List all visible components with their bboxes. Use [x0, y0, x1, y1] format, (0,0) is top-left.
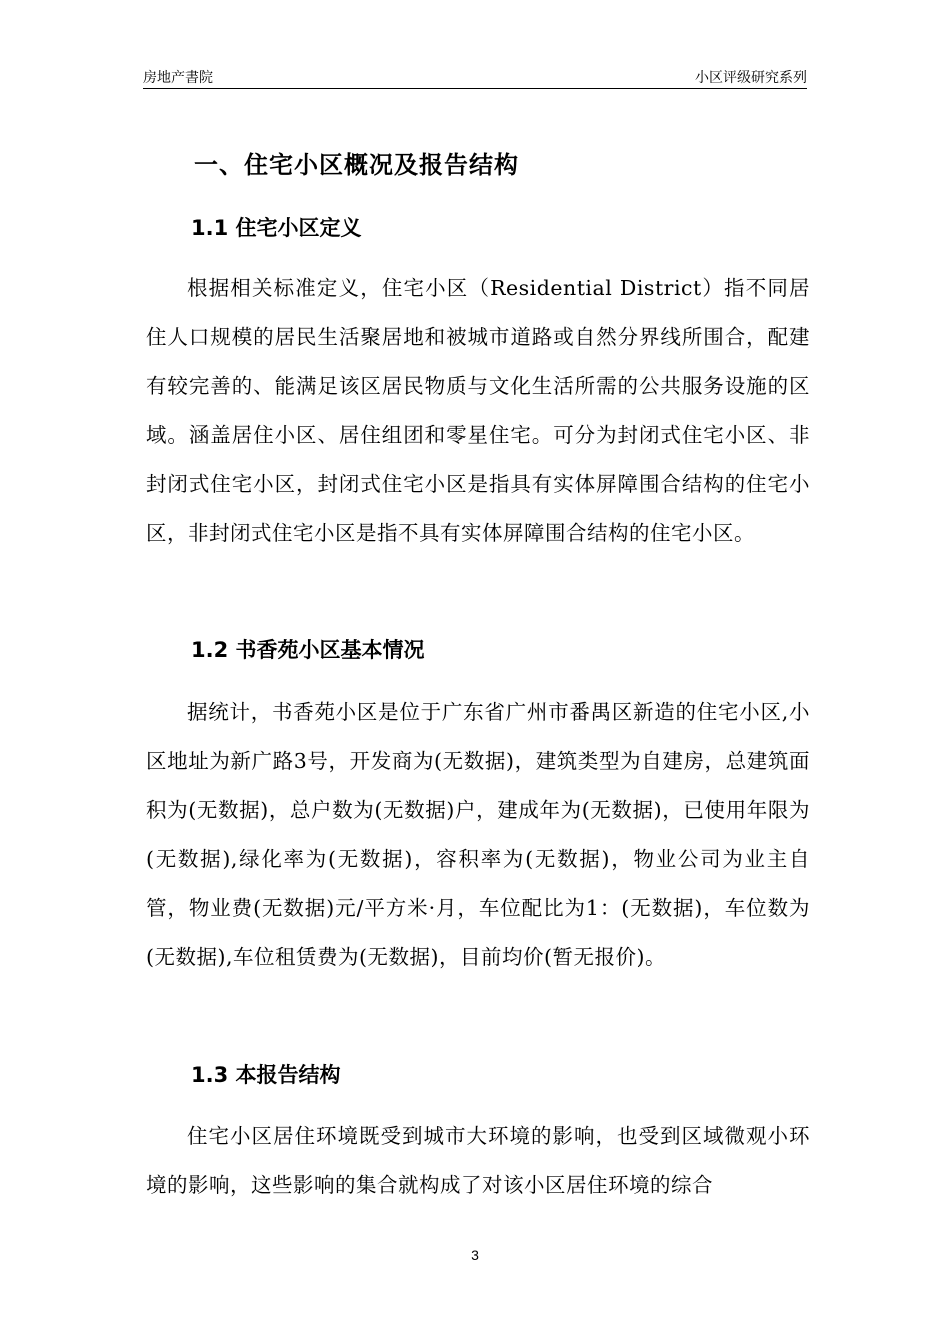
section-paragraph-1-1: 根据相关标准定义，住宅小区（Residential District）指不同居住人口规模的居民生活聚居地和被城市道路或自然分界线所围合，配建有较完善的、能满足该区居民物质与文化生活所需的公共服务设施的区域。涵盖居住小区、居住组团和零星住宅。可分为封闭式住宅小区、非封闭式住宅小区，封闭式住宅小区是指具有实体屏障围合结构的住宅小区，非封闭式住宅小区是指不具有实体屏障围合结构的住宅小区。 [146, 276, 810, 545]
section-heading-1-2: 1.2 书香苑小区基本情况 [191, 638, 425, 662]
header-publisher: 房地产書院 [143, 70, 213, 86]
section-heading-1-1: 1.1 住宅小区定义 [191, 216, 362, 240]
chapter-title: 一、住宅小区概况及报告结构 [194, 151, 519, 179]
section-paragraph-1-2: 据统计，书香苑小区是位于广东省广州市番禺区新造的住宅小区,小区地址为新广路3号，开发商为(无数据)，建筑类型为自建房，总建筑面积为(无数据)，总户数为(无数据)户，建成年为(无数据)，已使用年限为(无数据),绿化率为(无数据)，容积率为(无数据)，物业公司为业主自管，物业费(无数据)元/平方米·月，车位配比为1：(无数据)，车位数为(无数据),车位租赁费为(无数据)，目前均价(暂无报价)。 [146, 700, 810, 969]
section-heading-1-3: 1.3 本报告结构 [191, 1063, 341, 1087]
page-header [143, 64, 807, 89]
section-paragraph-1-3: 住宅小区居住环境既受到城市大环境的影响，也受到区域微观小环境的影响，这些影响的集合就构成了对该小区居住环境的综合 [146, 1124, 810, 1197]
page-number: 3 [471, 1247, 479, 1263]
header-series-title: 小区评级研究系列 [695, 70, 807, 86]
